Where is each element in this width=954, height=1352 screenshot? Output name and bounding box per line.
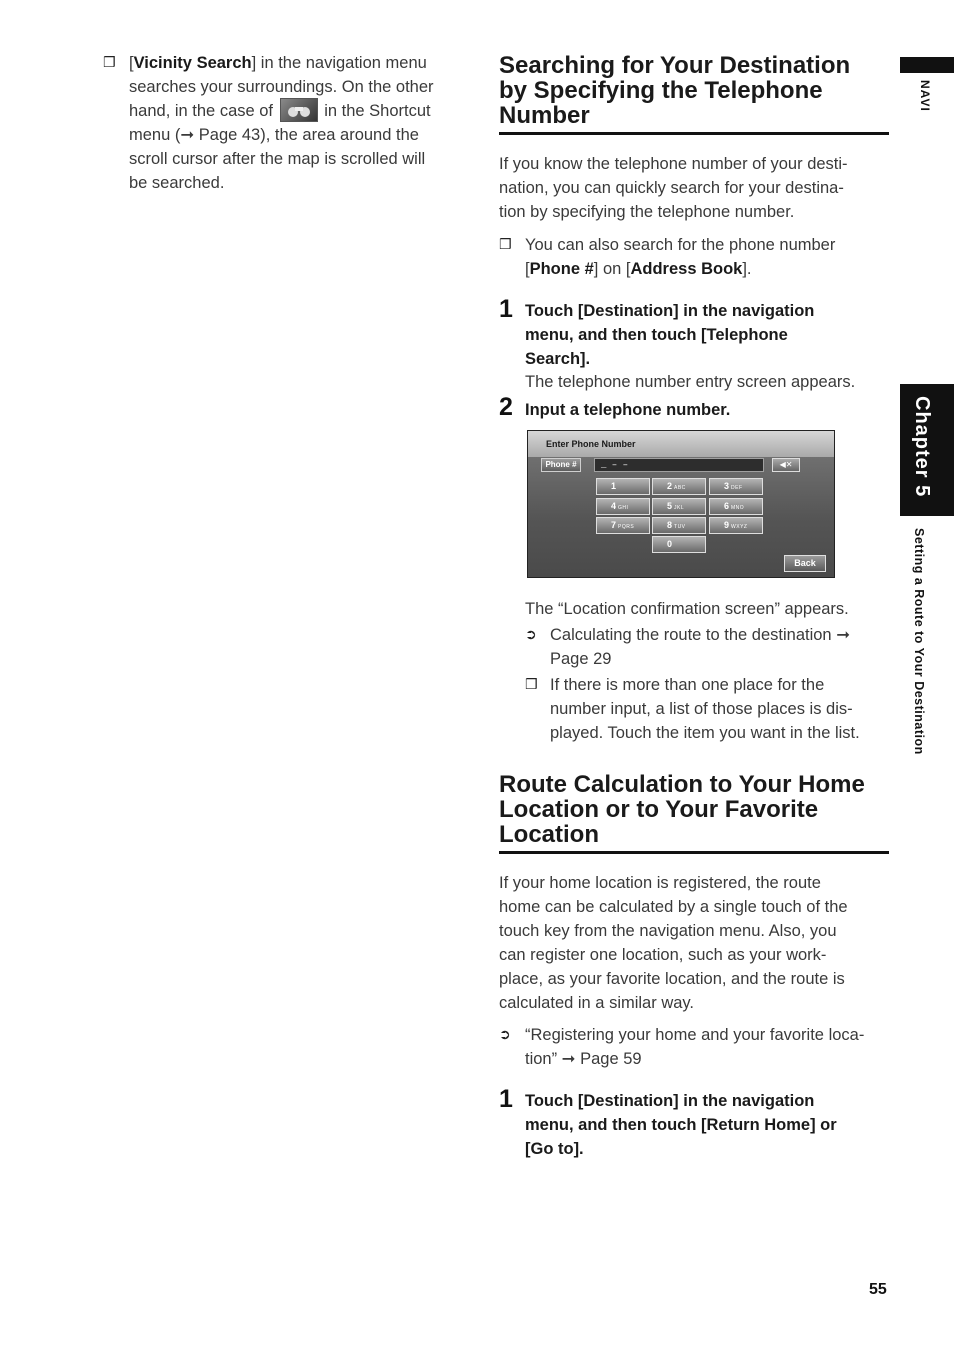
- phone-number-field[interactable]: _ – –: [594, 458, 764, 472]
- key-4-button[interactable]: 4 GHI: [596, 498, 650, 515]
- screen-title: Enter Phone Number: [546, 439, 636, 449]
- multiple-places-note: If there is more than one place for the number input, a list of those places is dis- played. Touch the item you want in the list.: [550, 676, 860, 742]
- key-5-button[interactable]: 5 JKL: [652, 498, 706, 515]
- page-number: 55: [869, 1281, 887, 1298]
- delete-button[interactable]: ◀✕: [772, 458, 800, 472]
- calc-reference: Calculating the route to the destination ➞ Page 29: [550, 626, 851, 668]
- navi-tab-label: NAVI: [918, 80, 932, 112]
- key-6-button[interactable]: 6 MNO: [709, 498, 763, 515]
- registering-reference: “Registering your home and your favorite loca- tion” ➞ Page 59: [525, 1026, 865, 1068]
- section-rule: [499, 132, 889, 135]
- step-instruction: Touch [Destination] in the navigation menu, and then touch [Telephone Search].: [525, 302, 815, 368]
- phone-field-label: Phone #: [541, 458, 581, 472]
- note-bullet-icon: ❒: [499, 237, 512, 253]
- note-line: searches your surroundings. On the other: [129, 78, 434, 96]
- key-3-button[interactable]: 3 DEF: [709, 478, 763, 495]
- back-button[interactable]: Back: [784, 555, 826, 572]
- note-line: scroll cursor after the map is scrolled will: [129, 150, 426, 168]
- vicinity-search-note: [129, 51, 469, 195]
- note-bullet-icon: ❒: [525, 677, 538, 693]
- section-rule: [499, 851, 889, 854]
- step-number: 1: [499, 1085, 513, 1113]
- reference-arrow-icon: ➲: [525, 627, 537, 643]
- step-number: 2: [499, 393, 513, 421]
- step-result: The telephone number entry screen appears.: [525, 373, 856, 391]
- home-intro: If your home location is registered, the route home can be calculated by a single touch of the touch key from the navigation menu. Also, you can register one location, such as your work- place, as your favorite location, and the route is calculated in a similar way.: [499, 874, 848, 1012]
- note-bullet-icon: ❒: [103, 55, 116, 71]
- confirmation-text: The “Location confirmation screen” appears.: [525, 600, 849, 618]
- key-8-button[interactable]: 8 TUV: [652, 517, 706, 534]
- step-instruction: Touch [Destination] in the navigation menu, and then touch [Return Home] or [Go to].: [525, 1092, 837, 1158]
- step-number: 1: [499, 295, 513, 323]
- note-line: [Vicinity Search] in the navigation menu: [129, 54, 427, 72]
- section-heading-home: Route Calculation to Your Home Location or to Your Favorite Location: [499, 771, 865, 848]
- phone-address-book-note: You can also search for the phone number [Phone #] on [Address Book].: [525, 236, 836, 278]
- note-line: be searched.: [129, 174, 225, 192]
- telephone-intro: If you know the telephone number of your desti- nation, you can quickly search for your destina- tion by specifying the telephone number.: [499, 155, 848, 221]
- note-line: menu (➞ Page 43), the area around the: [129, 126, 419, 144]
- binoculars-shortcut-icon: [280, 98, 318, 122]
- key-0-button[interactable]: 0: [652, 536, 706, 553]
- key-9-button[interactable]: 9 WXYZ: [709, 517, 763, 534]
- phone-entry-screenshot: [527, 430, 835, 578]
- key-2-button[interactable]: 2 ABC: [652, 478, 706, 495]
- navi-tab-bar: [900, 57, 954, 73]
- reference-arrow-icon: ➲: [499, 1027, 511, 1043]
- key-7-button[interactable]: 7 PQRS: [596, 517, 650, 534]
- section-heading-telephone: Searching for Your Destination by Specifying the Telephone Number: [499, 52, 851, 129]
- step-instruction: Input a telephone number.: [525, 401, 731, 419]
- key-1-button[interactable]: 1: [596, 478, 650, 495]
- chapter-tab-label: Chapter 5: [911, 396, 933, 498]
- note-line: hand, in the case of in the Shortcut: [129, 99, 469, 123]
- chapter-caption: Setting a Route to Your Destination: [912, 528, 926, 755]
